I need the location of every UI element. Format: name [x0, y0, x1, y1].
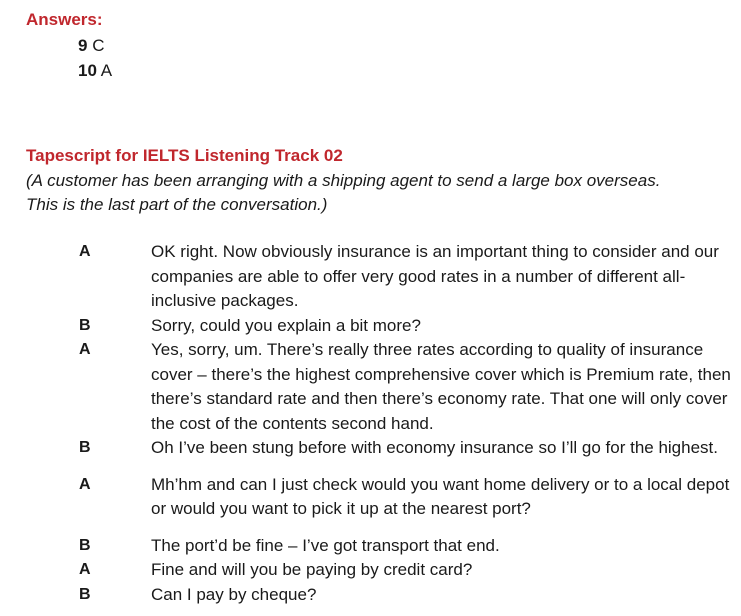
answer-number: 10 — [78, 61, 97, 80]
answer-item — [78, 35, 104, 57]
speaker-label: A — [79, 341, 91, 358]
dialogue-turn — [0, 240, 741, 314]
turn-text: Fine and will you be paying by credit card? — [151, 560, 473, 579]
speaker-label: B — [79, 439, 91, 456]
spacer — [0, 522, 741, 534]
answer-letter: A — [100, 61, 113, 80]
answers-heading: Answers: — [26, 10, 103, 29]
turn-text: OK right. Now obviously insurance is an important thing to consider and our companies are able to offer very good rates in a number of different all-inclusive packages. — [151, 242, 719, 310]
dialogue-turn — [0, 338, 741, 436]
dialogue — [0, 240, 741, 607]
speaker-label: A — [79, 561, 91, 578]
speaker-label: B — [79, 536, 91, 554]
dialogue-turn — [0, 558, 741, 583]
turn-text: Oh I’ve been stung before with economy insurance so I’ll go for the highest. — [151, 438, 718, 457]
speaker-label: B — [79, 585, 91, 603]
speaker-label: A — [79, 243, 91, 260]
answer-number: 9 — [78, 36, 88, 55]
turn-text: The port’d be fine – I’ve got transport that end. — [151, 535, 500, 555]
turn-text: Can I pay by cheque? — [151, 584, 317, 604]
turn-text: Yes, sorry, um. There’s really three rates according to quality of insurance cover – there’s the highest comprehensive cover which is Premium rate, then there’s standard rate and then there’s economy rate. That one will only cover the cost of the contents second hand. — [151, 340, 731, 433]
dialogue-turn — [0, 436, 741, 461]
tapescript-intro: (A customer has been arranging with a shipping agent to send a large box overseas. This is the last part of the conversation.) — [26, 171, 661, 214]
answer-letter: C — [92, 36, 105, 55]
dialogue-turn — [0, 534, 741, 559]
turn-text: Sorry, could you explain a bit more? — [151, 315, 421, 335]
speaker-label: B — [79, 316, 91, 334]
tapescript-title: Tapescript for IELTS Listening Track 02 — [26, 146, 343, 165]
dialogue-turn — [0, 583, 741, 608]
speaker-label: A — [79, 475, 91, 493]
dialogue-turn — [0, 473, 741, 522]
spacer — [0, 461, 741, 473]
answer-item — [78, 60, 112, 82]
turn-text: Mh’hm and can I just check would you want home delivery or to a local depot or would you want to pick it up at the nearest port? — [151, 474, 730, 518]
dialogue-turn — [0, 314, 741, 339]
